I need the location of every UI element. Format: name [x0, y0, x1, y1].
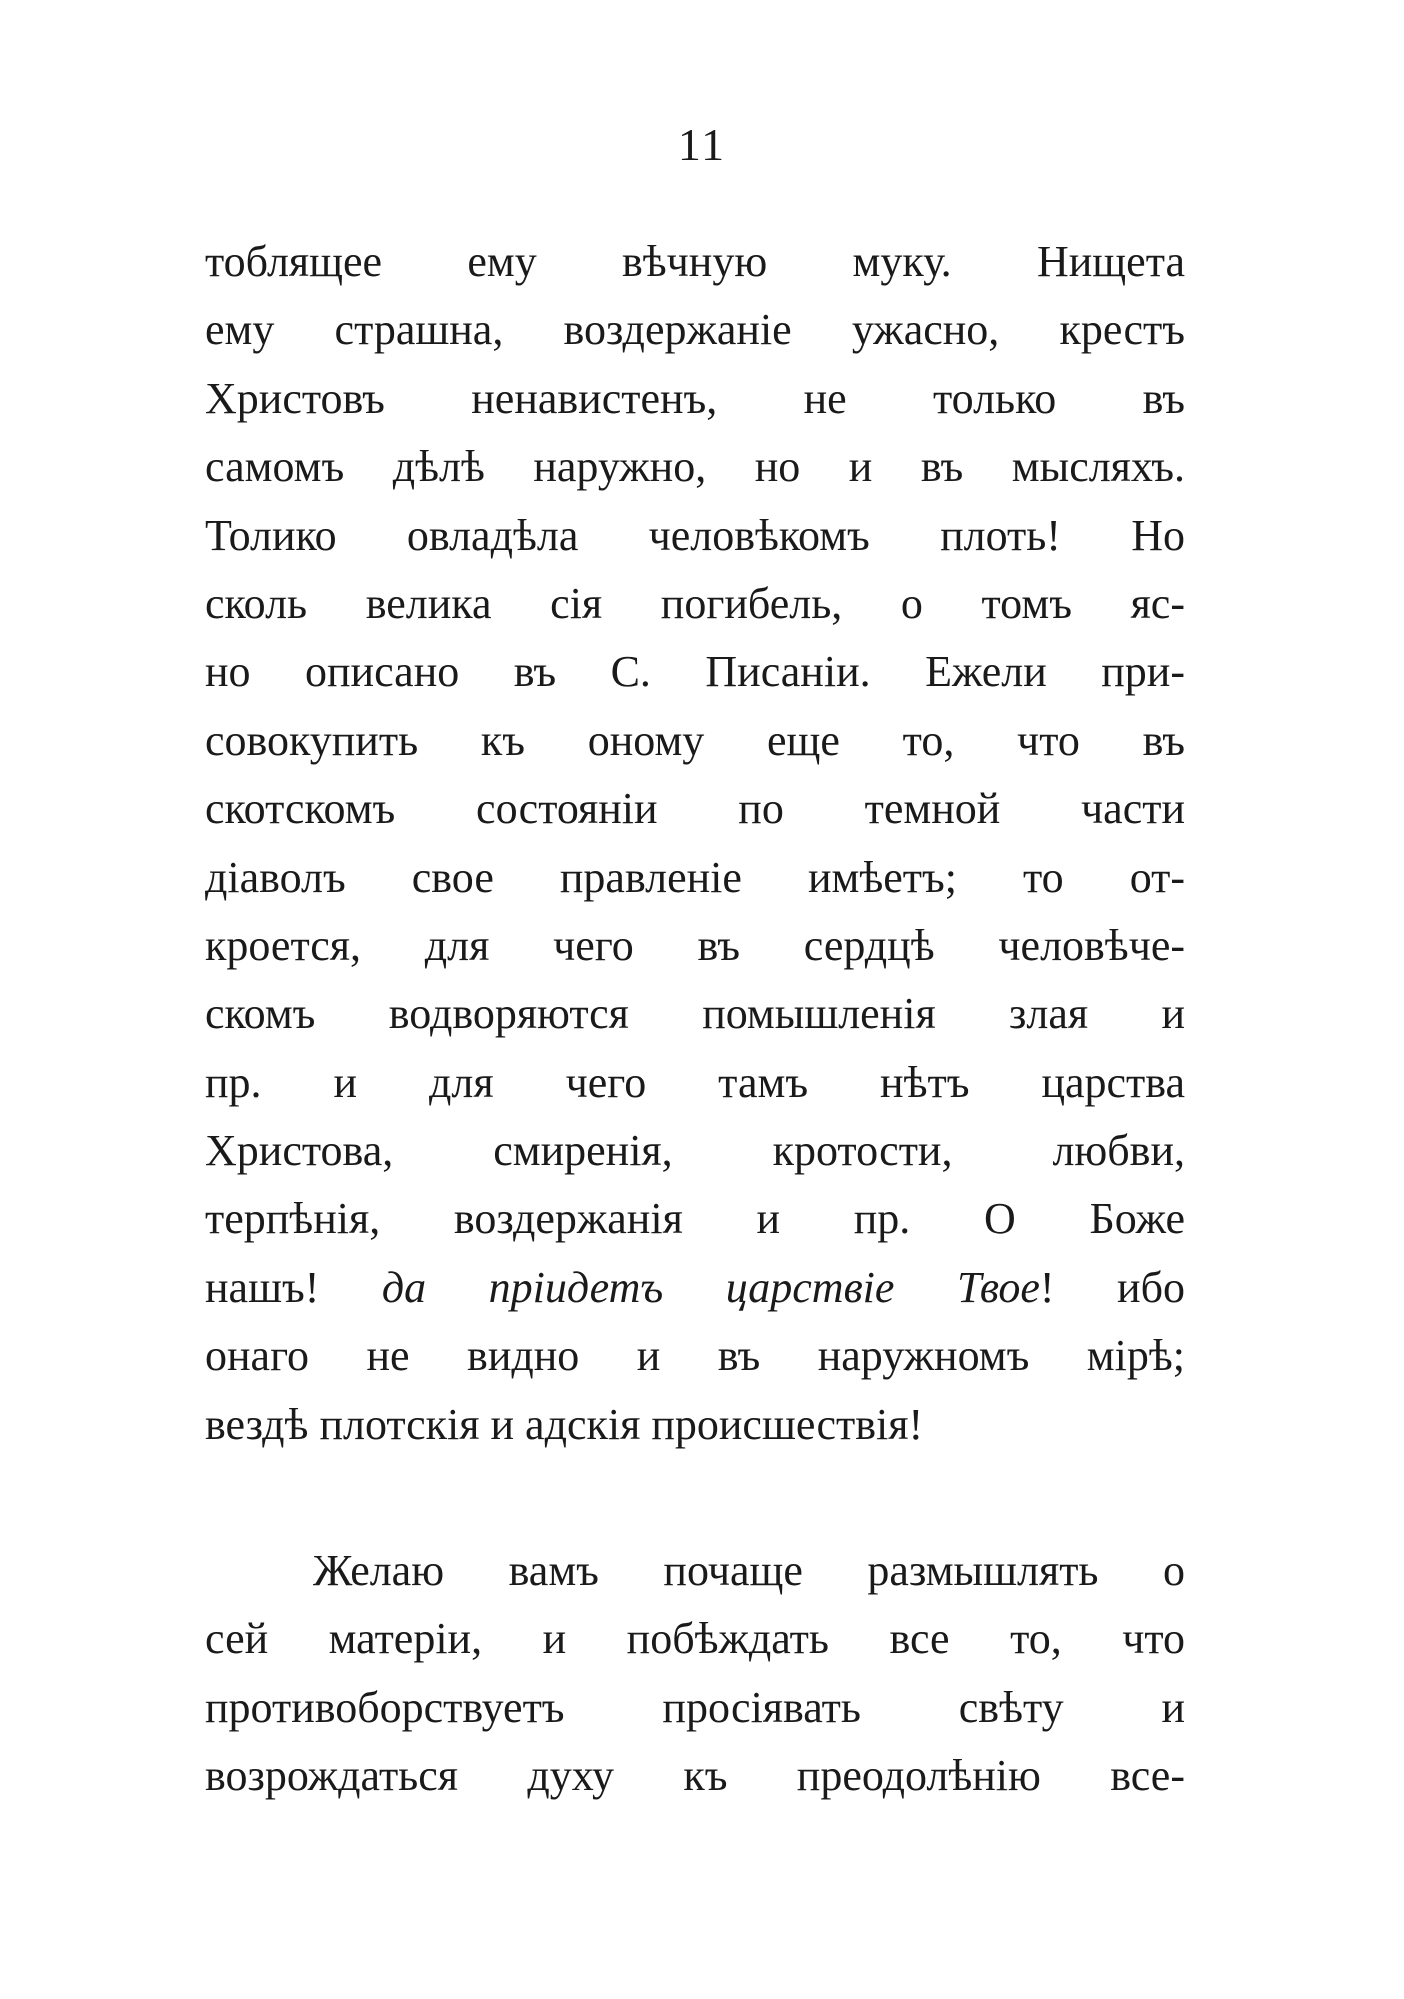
- text-line: но описано въ С. Писаніи. Ежели при-: [205, 647, 1185, 697]
- text-fragment: ! ибо: [1039, 1262, 1185, 1312]
- text-line: ему страшна, воздержаніе ужасно, крестъ: [205, 305, 1185, 355]
- text-line: Христовъ ненавистенъ, не только въ: [205, 373, 1185, 423]
- text-line: пр. и для чего тамъ нѣтъ царства: [205, 1057, 1185, 1107]
- text-line: терпѣнія, воздержанія и пр. О Боже: [205, 1194, 1185, 1244]
- text-line: Желаю вамъ почаще размышлять о: [313, 1546, 1185, 1595]
- paragraph-1: [205, 228, 1185, 1459]
- text-line: сколь велика сія погибель, о томъ яс-: [205, 578, 1185, 628]
- text-line: Христова, смиренія, кротости, любви,: [205, 1126, 1185, 1176]
- text-line: Толико овладѣла человѣкомъ плоть! Но: [205, 510, 1185, 560]
- text-line: вездѣ плотскія и адскія происшествія!: [205, 1399, 924, 1449]
- paragraph-2: [205, 1537, 1185, 1811]
- text-fragment: нашъ!: [205, 1262, 382, 1312]
- text-line: скомъ водворяются помышленія злая и: [205, 989, 1185, 1039]
- text-line: діаволъ свое правленіе имѣетъ; то от-: [205, 852, 1185, 902]
- text-line: совокупить къ оному еще то, что въ: [205, 715, 1185, 765]
- text-line: онаго не видно и въ наружномъ мірѣ;: [205, 1331, 1185, 1381]
- text-line: противоборствуетъ просіявать свѣту и: [205, 1682, 1185, 1732]
- text-line: возрождаться духу къ преодолѣнію все-: [205, 1751, 1185, 1801]
- text-line: сей матеріи, и побѣждать все то, что: [205, 1614, 1185, 1664]
- page-number: 11: [677, 119, 727, 170]
- text-line: кроется, для чего въ сердцѣ человѣче-: [205, 920, 1185, 970]
- text-line: самомъ дѣлѣ наружно, но и въ мысляхъ.: [205, 442, 1185, 492]
- text-line: тоблящее ему вѣчную муку. Нищета: [205, 237, 1185, 286]
- text-line: скотскомъ состояніи по темной части: [205, 784, 1185, 834]
- italic-quote: да пріидетъ царствіе Твое: [381, 1262, 1040, 1312]
- text-line-with-italic: [205, 1254, 1185, 1322]
